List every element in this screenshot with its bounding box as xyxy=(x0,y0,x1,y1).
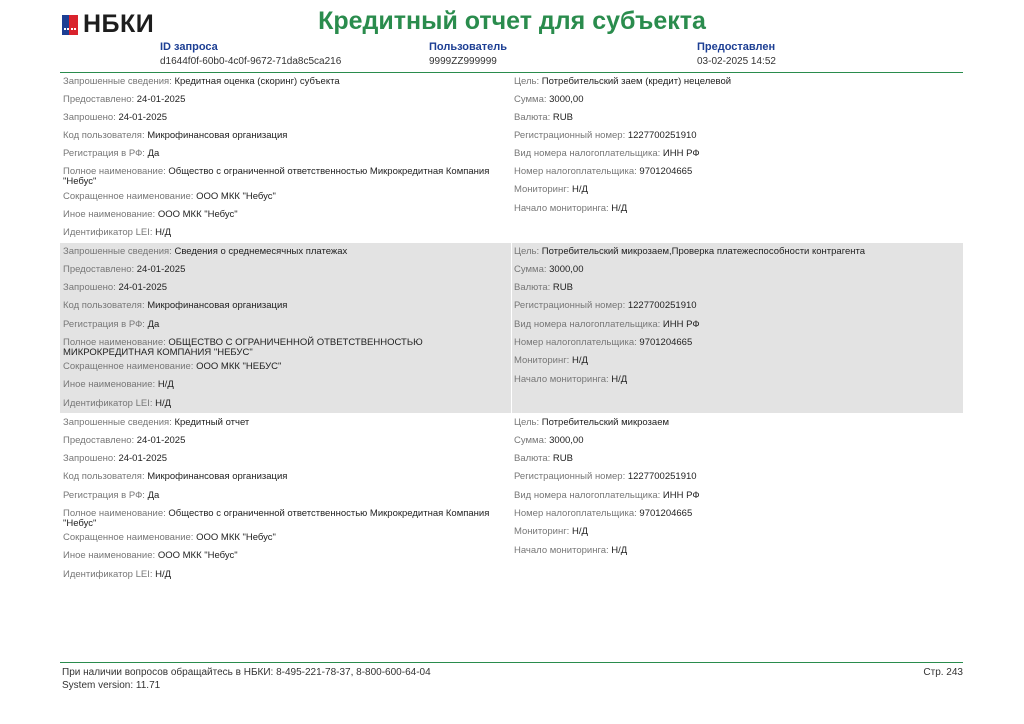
provided-date-field: Предоставлено: 24-01-2025 xyxy=(63,94,186,105)
page-number: Стр. 243 xyxy=(923,667,963,678)
monitoring-field: Мониторинг: Н/Д xyxy=(514,184,588,195)
taxpayer-number-field: Номер налогоплательщика: 9701204665 xyxy=(514,508,693,519)
monitoring-start-field: Начало мониторинга: Н/Д xyxy=(514,203,628,214)
footer-contact: При наличии вопросов обращайтесь в НБКИ: 8-495-221-78-37, 8-800-600-64-04 xyxy=(62,667,431,678)
registration-number-field: Регистрационный номер: 1227700251910 xyxy=(514,130,697,141)
other-name-field: Иное наименование: ООО МКК "Небус" xyxy=(63,209,238,220)
currency-field: Валюта: RUB xyxy=(514,282,573,293)
user-code-field: Код пользователя: Микрофинансовая организация xyxy=(63,471,288,482)
user-value: 9999ZZ999999 xyxy=(429,56,497,67)
rf-registration-field: Регистрация в РФ: Да xyxy=(63,490,160,501)
taxpayer-number-field: Номер налогоплательщика: 9701204665 xyxy=(514,337,693,348)
report-section-credit-report xyxy=(60,414,963,584)
user-label: Пользователь xyxy=(429,41,508,53)
amount-field: Сумма: 3000,00 xyxy=(514,264,584,275)
monitoring-start-field: Начало мониторинга: Н/Д xyxy=(514,374,628,385)
request-id-value: d1644f0f-60b0-4c0f-9672-71da8c5ca216 xyxy=(160,56,342,67)
amount-field: Сумма: 3000,00 xyxy=(514,435,584,446)
requested-date-field: Запрошено: 24-01-2025 xyxy=(63,453,168,464)
lei-field: Идентификатор LEI: Н/Д xyxy=(63,569,172,580)
rf-registration-field: Регистрация в РФ: Да xyxy=(63,319,160,330)
request-id-label: ID запроса xyxy=(160,41,218,53)
monitoring-field: Мониторинг: Н/Д xyxy=(514,526,588,537)
full-name-field: Полное наименование: Общество с ограниченной ответственностью Микрокредитная Компания "Небус" xyxy=(63,508,490,529)
amount-field: Сумма: 3000,00 xyxy=(514,94,584,105)
provided-label: Предоставлен xyxy=(697,41,776,53)
provided-value: 03-02-2025 14:52 xyxy=(697,56,776,67)
purpose-field: Цель: Потребительский микрозаем xyxy=(514,417,670,428)
taxpayer-number-type-field: Вид номера налогоплательщика: ИНН РФ xyxy=(514,148,700,159)
taxpayer-number-field: Номер налогоплательщика: 9701204665 xyxy=(514,166,693,177)
lei-field: Идентификатор LEI: Н/Д xyxy=(63,227,172,238)
user-code-field: Код пользователя: Микрофинансовая организация xyxy=(63,300,288,311)
currency-field: Валюта: RUB xyxy=(514,453,573,464)
taxpayer-number-type-field: Вид номера налогоплательщика: ИНН РФ xyxy=(514,319,700,330)
report-section-scoring xyxy=(60,74,963,242)
currency-field: Валюта: RUB xyxy=(514,112,573,123)
header-divider xyxy=(60,72,963,73)
rf-registration-field: Регистрация в РФ: Да xyxy=(63,148,160,159)
footer-divider xyxy=(60,662,963,663)
requested-info-field: Запрошенные сведения: Кредитный отчет xyxy=(63,417,250,428)
user-code-field: Код пользователя: Микрофинансовая организация xyxy=(63,130,288,141)
monitoring-start-field: Начало мониторинга: Н/Д xyxy=(514,545,628,556)
purpose-field: Цель: Потребительский заем (кредит) нецелевой xyxy=(514,76,732,87)
requested-date-field: Запрошено: 24-01-2025 xyxy=(63,282,168,293)
registration-number-field: Регистрационный номер: 1227700251910 xyxy=(514,300,697,311)
column-divider xyxy=(511,243,512,413)
logo-text: НБКИ xyxy=(83,10,155,38)
report-section-payments xyxy=(60,243,963,413)
monitoring-field: Мониторинг: Н/Д xyxy=(514,355,588,366)
short-name-field: Сокращенное наименование: ООО МКК "Небус" xyxy=(63,532,276,543)
footer-version: System version: 11.71 xyxy=(62,680,161,691)
short-name-field: Сокращенное наименование: ООО МКК "Небус" xyxy=(63,191,276,202)
page-title: Кредитный отчет для субъекта xyxy=(318,7,706,35)
provided-date-field: Предоставлено: 24-01-2025 xyxy=(63,264,186,275)
lei-field: Идентификатор LEI: Н/Д xyxy=(63,398,172,409)
requested-date-field: Запрошено: 24-01-2025 xyxy=(63,112,168,123)
other-name-field: Иное наименование: Н/Д xyxy=(63,379,174,390)
registration-number-field: Регистрационный номер: 1227700251910 xyxy=(514,471,697,482)
full-name-field: Полное наименование: Общество с ограниченной ответственностью Микрокредитная Компания "Небус" xyxy=(63,166,490,187)
short-name-field: Сокращенное наименование: ООО МКК "НЕБУС" xyxy=(63,361,282,372)
other-name-field: Иное наименование: ООО МКК "Небус" xyxy=(63,550,238,561)
requested-info-field: Запрошенные сведения: Сведения о среднемесячных платежах xyxy=(63,246,348,257)
full-name-field: Полное наименование: ОБЩЕСТВО С ОГРАНИЧЕННОЙ ОТВЕТСТВЕННОСТЬЮ МИКРОКРЕДИТНАЯ КОМПАНИЯ "НЕБУС" xyxy=(63,337,423,358)
purpose-field: Цель: Потребительский микрозаем,Проверка платежеспособности контрагента xyxy=(514,246,866,257)
provided-date-field: Предоставлено: 24-01-2025 xyxy=(63,435,186,446)
taxpayer-number-type-field: Вид номера налогоплательщика: ИНН РФ xyxy=(514,490,700,501)
requested-info-field: Запрошенные сведения: Кредитная оценка (скоринг) субъекта xyxy=(63,76,340,87)
